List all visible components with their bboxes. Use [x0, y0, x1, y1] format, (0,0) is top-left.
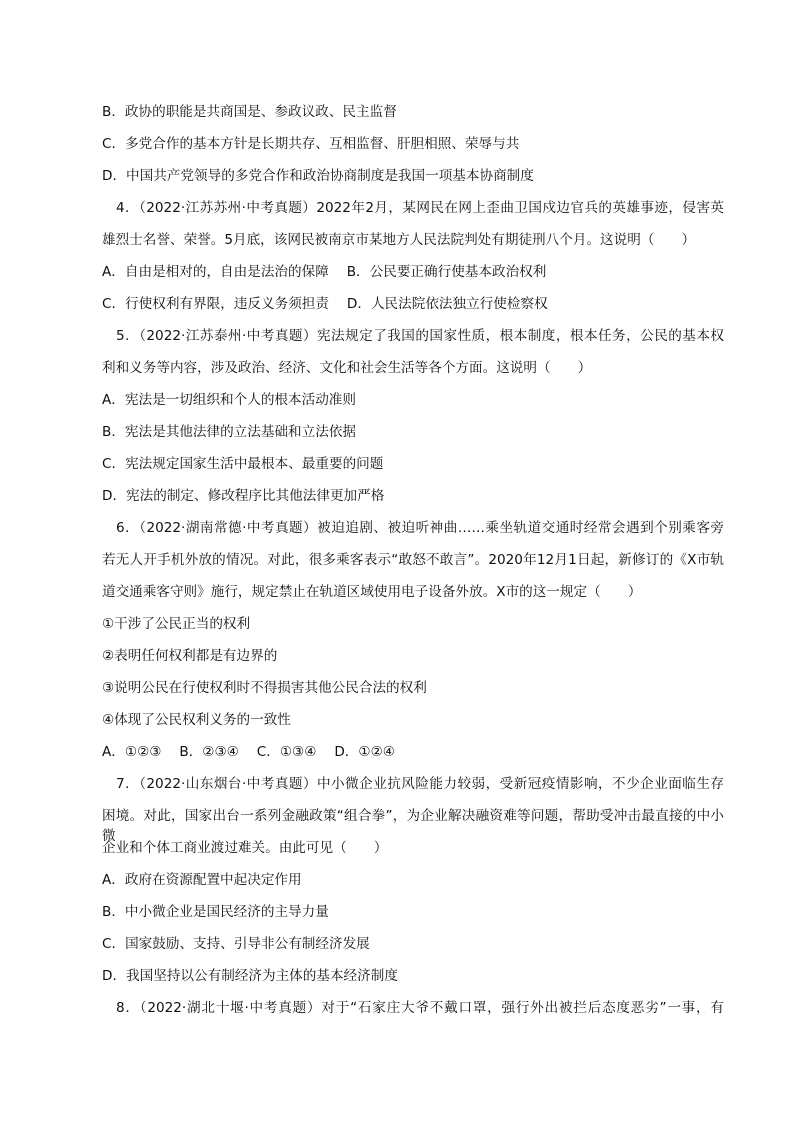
- question-stem: 困境。对此，国家出台一系列金融政策“组合拳”，为企业解决融资难等问题，帮助受冲击最直接的中小微: [102, 808, 724, 844]
- question-stem: 企业和个体工商业渡过难关。由此可见（ ）: [102, 840, 388, 856]
- question-stem: 6．（2022·湖南常德·中考真题）被迫追剧、被迫听神曲……乘坐轨道交通时经常会遇到个别乘客旁: [116, 520, 724, 536]
- option-line: A．政府在资源配置中起决定作用: [102, 872, 302, 888]
- statement-line: ③说明公民在行使权利时不得损害其他公民合法的权利: [102, 680, 427, 696]
- option-line: B．政协的职能是共商国是、参政议政、民主监督: [102, 104, 397, 120]
- option-line: B．宪法是其他法律的立法基础和立法依据: [102, 424, 357, 440]
- statement-line: ②表明任何权利都是有边界的: [102, 648, 278, 664]
- question-stem: 若无人开手机外放的情况。对此，很多乘客表示“敢怒不敢言”。2020年12月1日起，新修订的《X市轨: [102, 552, 724, 568]
- question-stem: 5．（2022·江苏泰州·中考真题）宪法规定了我国的国家性质，根本制度，根本任务，公民的基本权: [116, 328, 724, 344]
- option-line: B．中小微企业是国民经济的主导力量: [102, 904, 329, 920]
- question-stem: 7．（2022·山东烟台·中考真题）中小微企业抗风险能力较弱，受新冠疫情影响，不少企业面临生存: [116, 776, 724, 792]
- option-line: C．宪法规定国家生活中最根本、最重要的问题: [102, 456, 384, 472]
- question-stem: 利和义务等内容，涉及政治、经济、文化和社会生活等各个方面。这说明（ ）: [102, 360, 592, 376]
- option-line: C．国家鼓励、支持、引导非公有制经济发展: [102, 936, 370, 952]
- question-stem: 雄烈士名誉、荣誉。5月底，该网民被南京市某地方人民法院判处有期徒刑八个月。这说明（ ）: [102, 232, 696, 248]
- option-line: A．自由是相对的，自由是法治的保障 B．公民要正确行使基本政治权利: [102, 264, 547, 280]
- statement-line: ④体现了公民权利义务的一致性: [102, 712, 291, 728]
- option-line: A．宪法是一切组织和个人的根本活动准则: [102, 392, 356, 408]
- option-line: C．行使权利有界限，违反义务须担责 D．人民法院依法独立行使检察权: [102, 296, 548, 312]
- option-line: C．多党合作的基本方针是长期共存、互相监督、肝胆相照、荣辱与共: [102, 136, 520, 152]
- statement-line: ①干涉了公民正当的权利: [102, 616, 251, 632]
- option-line: D．宪法的制定、修改程序比其他法律更加严格: [102, 488, 385, 504]
- question-stem: 8．（2022·湖北十堰·中考真题）对于“石家庄大爷不戴口罩，强行外出被拦后态度恶劣”一事，有: [116, 1000, 724, 1016]
- option-line: D．中国共产党领导的多党合作和政治协商制度是我国一项基本协商制度: [102, 168, 534, 184]
- option-line: A．①②③ B．②③④ C．①③④ D．①②④: [102, 744, 395, 760]
- question-stem: 4．（2022·江苏苏州·中考真题）2022年2月，某网民在网上歪曲卫国戍边官兵的英雄事迹，侵害英: [116, 200, 724, 216]
- option-line: D．我国坚持以公有制经济为主体的基本经济制度: [102, 968, 398, 984]
- question-stem: 道交通乘客守则》施行，规定禁止在轨道区域使用电子设备外放。X市的这一规定（ ）: [102, 584, 642, 600]
